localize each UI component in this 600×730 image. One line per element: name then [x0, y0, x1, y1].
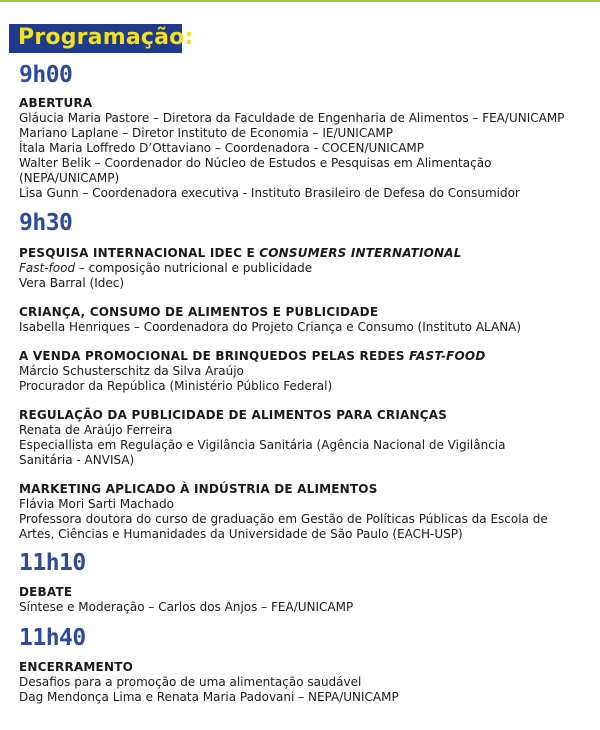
- agenda-line: Artes, Ciências e Humanidades da Universidade de São Paulo (EACH-USP): [19, 527, 463, 541]
- agenda-item: [19, 660, 589, 705]
- top-rule: [0, 0, 600, 2]
- agenda-line: Lisa Gunn – Coordenadora executiva - Instituto Brasileiro de Defesa do Consumidor: [19, 186, 520, 200]
- agenda-item: [19, 349, 589, 394]
- agenda-line: Ítala Maria Loffredo D’Ottaviano – Coordenadora - COCEN/UNICAMP: [19, 141, 425, 155]
- agenda-item-title-emphasis: FAST-FOOD: [409, 349, 486, 363]
- agenda-line: Mariano Laplane – Diretor Instituto de Economia – IE/UNICAMP: [19, 126, 394, 140]
- agenda-item-title: CRIANÇA, CONSUMO DE ALIMENTOS E PUBLICIDADE: [19, 305, 379, 319]
- agenda-line: Márcio Schusterschitz da Silva Araújo: [19, 364, 244, 378]
- page-title: Programação:: [18, 25, 194, 50]
- agenda-line: Flávia Mori Sarti Machado: [19, 497, 174, 511]
- session-time: 11h10: [19, 550, 86, 576]
- agenda-item-title: DEBATE: [19, 585, 73, 599]
- program-content: [19, 60, 589, 705]
- agenda-line: Dag Mendonça Lima e Renata Maria Padovani – NEPA/UNICAMP: [19, 690, 399, 704]
- agenda-item: [19, 305, 589, 335]
- agenda-line: Isabella Henriques – Coordenadora do Projeto Criança e Consumo (Instituto ALANA): [19, 320, 522, 334]
- agenda-line: Professora doutora do curso de graduação em Gestão de Políticas Públicas da Escola de: [19, 512, 548, 526]
- agenda-item: [19, 408, 589, 468]
- agenda-item: [19, 246, 589, 291]
- agenda-line-text: – composição nutricional e publicidade: [75, 261, 313, 275]
- agenda-item-title: REGULAÇÃO DA PUBLICIDADE DE ALIMENTOS PARA CRIANÇAS: [19, 408, 448, 422]
- agenda-line: Especiallista em Regulação e Vigilância Sanitária (Agência Nacional de Vigilância: [19, 438, 506, 452]
- agenda-line: Walter Belik – Coordenador do Núcleo de Estudos e Pesquisas em Alimentação: [19, 156, 492, 170]
- session-9h30: [19, 208, 589, 542]
- agenda-item: [19, 482, 589, 542]
- agenda-line: Síntese e Moderação – Carlos dos Anjos – FEA/UNICAMP: [19, 600, 354, 614]
- agenda-line-emphasis: Fast-food: [19, 261, 76, 275]
- session-time: 9h00: [19, 62, 73, 88]
- session-11h40: [19, 623, 589, 705]
- agenda-item-title: [19, 246, 589, 261]
- agenda-line: Gláucia Maria Pastore – Diretora da Faculdade de Engenharia de Alimentos – FEA/UNICAMP: [19, 111, 565, 125]
- agenda-item-title-text: A VENDA PROMOCIONAL DE BRINQUEDOS PELAS REDES: [19, 349, 405, 363]
- agenda-line: Procurador da República (Ministério Público Federal): [19, 379, 333, 393]
- agenda-item-title: ENCERRAMENTO: [19, 660, 133, 674]
- session-9h00: [19, 60, 589, 201]
- session-time: 11h40: [19, 625, 86, 651]
- session-time: 9h30: [19, 210, 73, 236]
- agenda-line: Sanitária - ANVISA): [19, 453, 135, 467]
- agenda-item-title-emphasis: CONSUMERS INTERNATIONAL: [259, 246, 462, 260]
- agenda-item: [19, 96, 589, 201]
- agenda-line: Vera Barral (Idec): [19, 276, 125, 290]
- agenda-line: (NEPA/UNICAMP): [19, 171, 120, 185]
- agenda-line: Renata de Araújo Ferreira: [19, 423, 173, 437]
- agenda-item-title: ABERTURA: [19, 96, 93, 110]
- session-11h10: [19, 548, 589, 615]
- agenda-item-title: MARKETING APLICADO À INDÚSTRIA DE ALIMENTOS: [19, 482, 378, 496]
- agenda-item-title-text: PESQUISA INTERNACIONAL IDEC E: [19, 246, 255, 260]
- agenda-line: [19, 261, 589, 276]
- agenda-item-title: [19, 349, 589, 364]
- agenda-line: Desafios para a promoção de uma alimentação saudável: [19, 675, 362, 689]
- agenda-item: [19, 585, 589, 615]
